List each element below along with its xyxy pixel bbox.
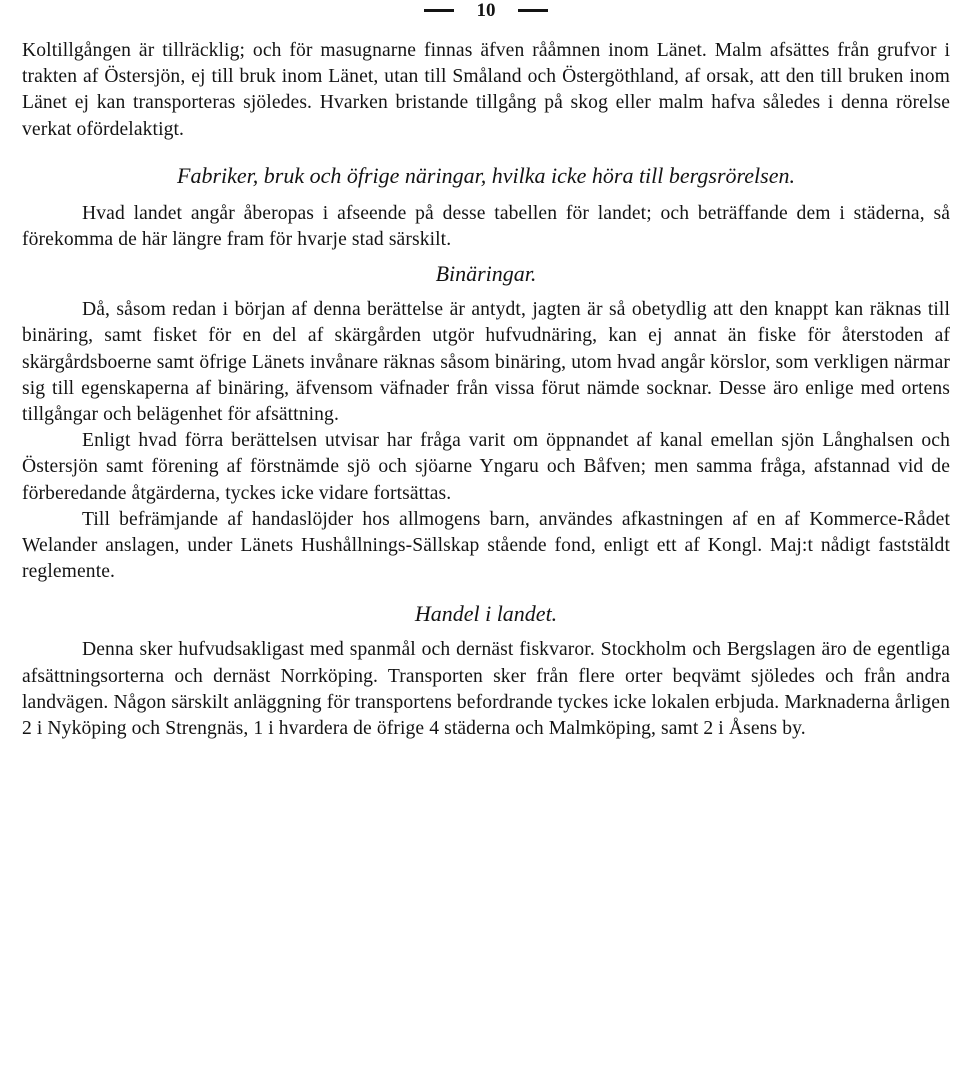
paragraph-enligt-hvad: Enligt hvad förra berättelsen utvisar har fråga varit om öppnandet af kanal emellan sjön Långhalsen och Östersjön samt förening af förstnämde sjö och sjöarne Yngaru och Båfven; men samma fråga, afstannad vid de förberedande åtgärderna, tyckes icke vidare fortsättas. — [22, 430, 950, 504]
section-heading-handel: Handel i landet. — [414, 601, 558, 627]
paragraph-da-sasom: Då, såsom redan i början af denna berättelse är antydt, jagten är så obetydlig att den knappt kan räknas till binäring, samt fisket för en del af skärgården utgör hufvudnäring, kan ej annat än fiske för återstoden af skärgårdsboerne samt öfrige Länets invånare räknas såsom binäring, utom hvad angår körslor, som verkligen närmar sig till egenskaperna af binäring, äfvensom väfnader från vissa förut nämde socknar. Desse äro enlige med ortens tillgångar och belägenhet för afsättning. — [22, 299, 950, 426]
page-number: 10 — [476, 0, 496, 21]
section-heading-binaringar: Binäringar. — [435, 261, 537, 287]
paragraph-koltillgangen: Koltillgången är tillräcklig; och för masugnarne finnas äfven rååmnen inom Länet. Malm afsättes från grufvor i trakten af Östersjön, ej till bruk inom Länet, utan till Småland och Östergöthland, af orsak, att den till bruken inom Länet ej kan transporteras sjöledes. Hvarken bristande tillgång på skog eller malm hafva således i denna rörelse verkat ofördelaktigt. — [22, 40, 950, 140]
paragraph-till-beframjande: Till befrämjande af handaslöjder hos allmogens barn, användes afkastningen af en af Kommerce-Rådet Welander anslagen, under Länets Hushållnings-Sällskap stående fond, enligt ett af Kongl. Maj:t nådigt faststäldt reglemente. — [22, 508, 950, 583]
document-page — [22, 0, 950, 742]
page-header — [22, 0, 950, 20]
paragraph-hvad-landet: Hvad landet angår åberopas i afseende på desse tabellen för landet; och beträffande dem i städerna, så förekomma de här längre fram för hvarje stad särskilt. — [22, 202, 950, 251]
section-heading-fabriker: Fabriker, bruk och öfrige näringar, hvilka icke höra till bergsrörelsen. — [177, 162, 795, 188]
header-dash-right — [518, 9, 548, 12]
header-dash-left — [424, 9, 454, 12]
paragraph-denna-sker: Denna sker hufvudsakligast med spanmål och dernäst fiskvaror. Stockholm och Bergslagen äro de egentliga afsättningsorterna och dernäst Norrköping. Transporten sker från flere orter beqvämt sjöledes och från andra landvägen. Någon särskilt anläggning för transportens befordrande tyckes icke lokalen erbjuda. Marknaderna årligen 2 i Nyköping och Strengnäs, 1 i hvardera de öfrige 4 städerna och Malmköping, samt 2 i Åsens by. — [22, 639, 950, 740]
